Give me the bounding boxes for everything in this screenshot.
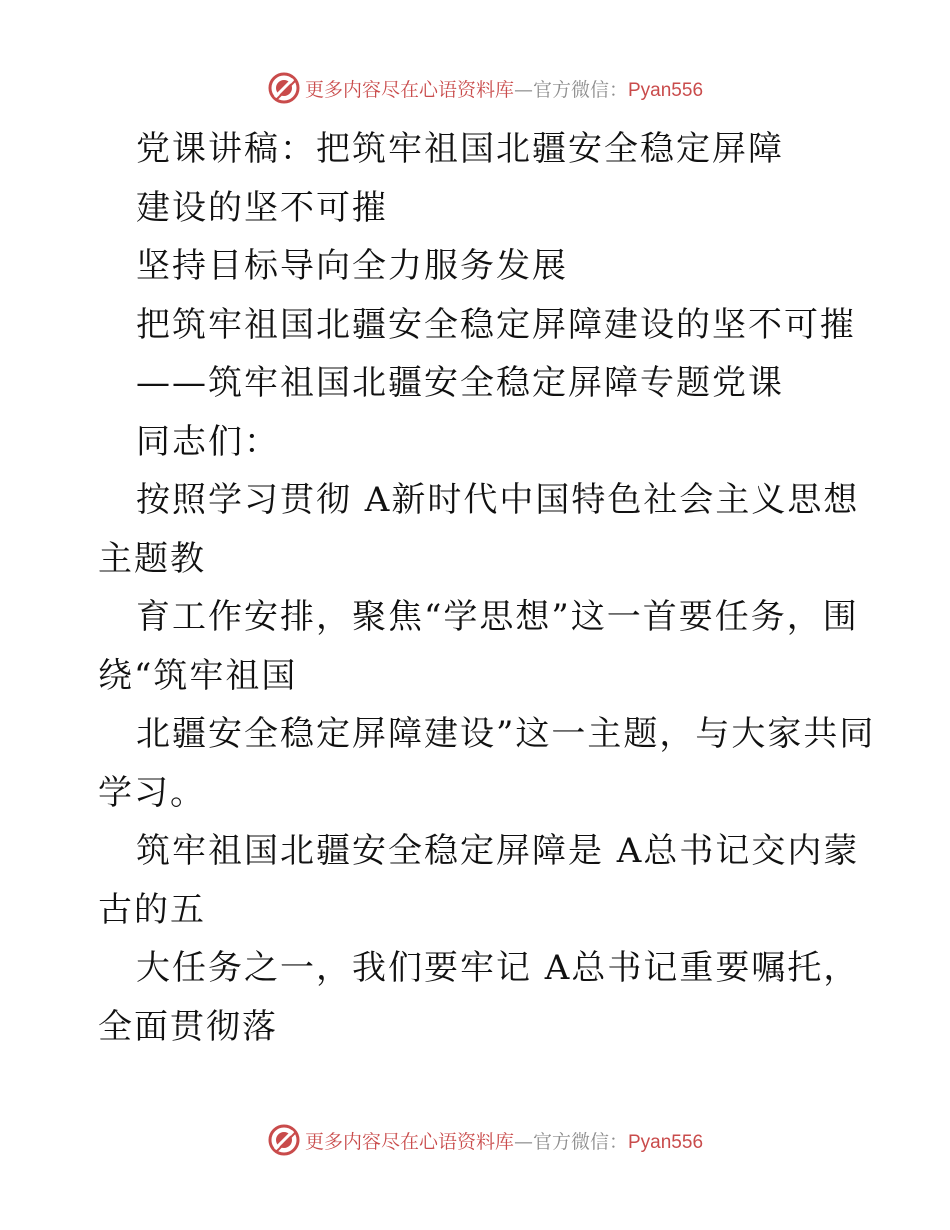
doc-line: 主题教 <box>98 538 206 579</box>
doc-line: 古的五 <box>98 889 206 930</box>
doc-line: ——筑牢祖国北疆安全稳定屏障专题党课 <box>136 363 784 403</box>
watermark-dash: — <box>513 1130 533 1153</box>
document-body <box>98 120 878 1056</box>
doc-line: 绕“筑牢祖国 <box>98 655 298 696</box>
doc-line: 同志们： <box>136 421 280 462</box>
watermark-label: 官方微信： <box>532 1130 628 1153</box>
doc-line: 筑牢祖国北疆安全稳定屏障是 A总书记交内蒙 <box>136 831 860 871</box>
doc-line: 全面贯彻落 <box>98 1006 278 1047</box>
watermark-header <box>0 70 950 106</box>
watermark-text: 更多内容尽在心语资料库 <box>304 78 514 101</box>
doc-line: 把筑牢祖国北疆安全稳定屏障建设的坚不可摧 <box>136 304 856 345</box>
doc-line: 坚持目标导向全力服务发展 <box>136 246 568 286</box>
watermark-text: 更多内容尽在心语资料库 <box>304 1130 514 1153</box>
doc-line: 党课讲稿：把筑牢祖国北疆安全稳定屏障 <box>136 129 784 169</box>
doc-line: 育工作安排，聚焦“学思想”这一首要任务，围 <box>136 597 859 637</box>
doc-line: 大任务之一，我们要牢记 A总书记重要嘱托， <box>136 948 860 988</box>
library-logo-icon <box>267 71 301 105</box>
watermark-account: Pyan556 <box>628 1131 704 1153</box>
doc-line: 建设的坚不可摧 <box>136 187 388 228</box>
watermark-dash: — <box>513 78 533 101</box>
watermark-label: 官方微信： <box>532 78 628 101</box>
watermark-footer <box>0 1122 950 1158</box>
doc-line: 学习。 <box>98 772 206 813</box>
library-logo-icon <box>267 1123 301 1157</box>
doc-line: 按照学习贯彻 A新时代中国特色社会主义思想 <box>136 480 860 520</box>
doc-line: 北疆安全稳定屏障建设”这一主题，与大家共同 <box>136 714 876 754</box>
watermark-account: Pyan556 <box>628 79 704 101</box>
